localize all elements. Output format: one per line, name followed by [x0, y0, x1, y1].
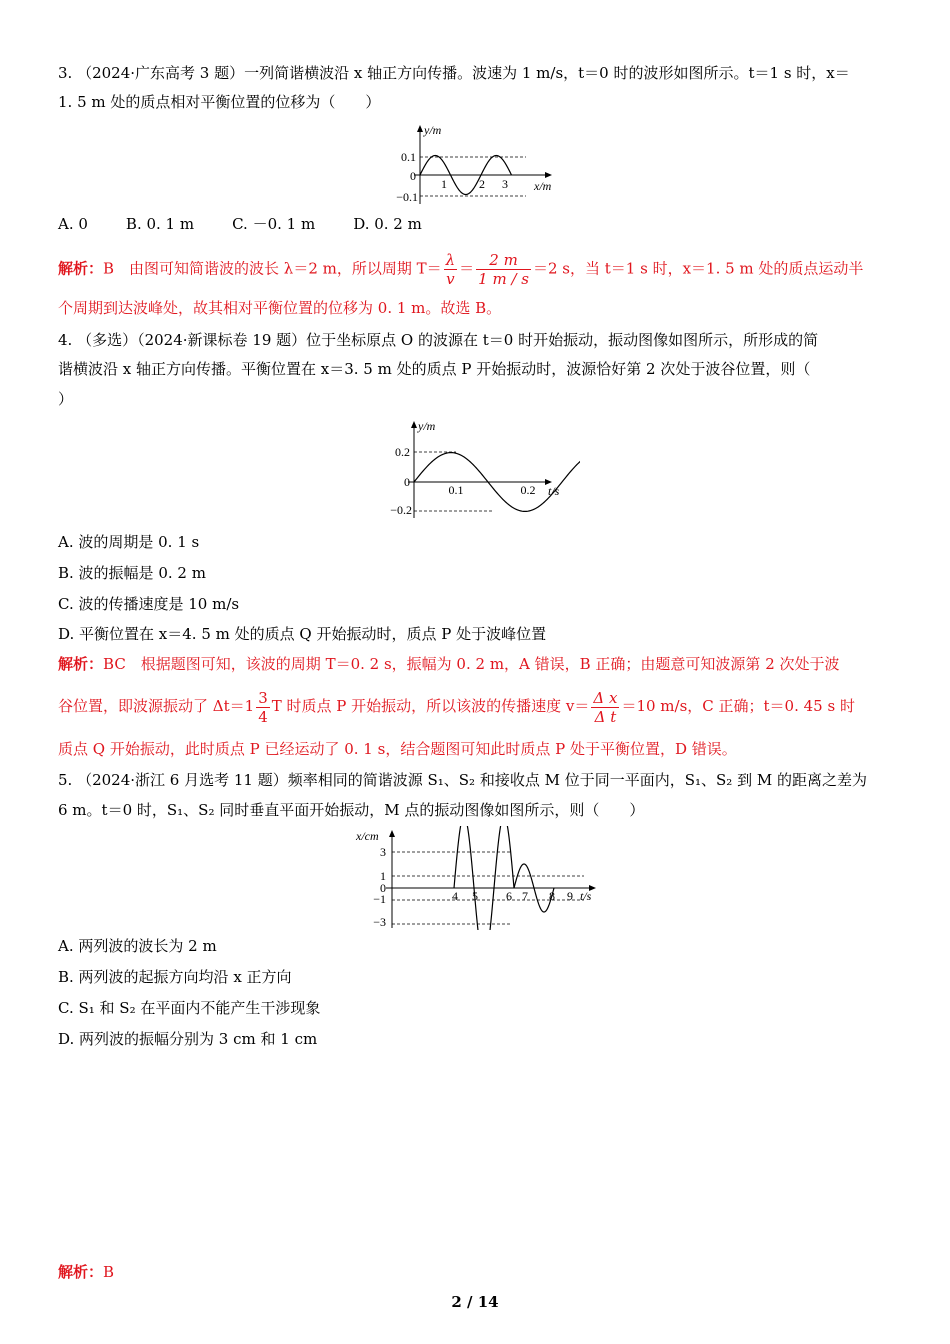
q5-y-arrow — [389, 830, 395, 837]
q5-option-c[interactable]: C. S₁ 和 S₂ 在平面内不能产生干涉现象 — [58, 999, 321, 1017]
q3-x-arrow — [545, 172, 552, 178]
q5-option-b[interactable]: B. 两列波的起振方向均沿 x 正方向 — [58, 968, 292, 986]
q3-ytick-0: 0.1 — [401, 150, 416, 164]
q5-xlabel: t/s — [580, 889, 592, 903]
q4-xtick-0: 0.1 — [448, 483, 464, 497]
q5-xtick-0: 4 — [452, 889, 458, 903]
q5-xtick-3: 7 — [522, 889, 528, 903]
q3-stem-line2: 1. 5 m 处的质点相对平衡位置的位移为（ ） — [58, 93, 381, 111]
q4-xtick-1: 0.2 — [520, 483, 536, 497]
q5-ylabel: x/cm — [356, 829, 379, 843]
q3-analysis-text-a: B 由图可知简谐波的波长 λ＝2 m，所以周期 T＝ — [103, 259, 442, 278]
q3-option-d[interactable]: D. 0. 2 m — [353, 215, 422, 233]
q4-ytick-0: 0.2 — [395, 445, 410, 459]
q4-analysis-text-2c: ＝10 m/s，C 正确；t＝0. 45 s 时 — [621, 697, 855, 715]
q4-option-b[interactable]: B. 波的振幅是 0. 2 m — [58, 564, 206, 582]
q4-option-c[interactable]: C. 波的传播速度是 10 m/s — [58, 595, 240, 613]
q3-option-c[interactable]: C. －0. 1 m — [232, 215, 316, 233]
q5-vibration-figure — [352, 826, 602, 930]
q3-wave-figure — [388, 122, 568, 206]
q4-analysis-label: 解析： — [58, 655, 104, 673]
q5-ytick-0: 3 — [380, 845, 386, 859]
q4-analysis-line3: 质点 Q 开始振动，此时质点 P 已经运动了 0. 1 s，结合题图可知此时质点 P 处于平衡位置，D 错误。 — [58, 740, 737, 758]
q4-stem-line1: 4. （多选）（2024·新课标卷 19 题）位于坐标原点 O 的波源在 t＝0 时开始振动，振动图像如图所示，所形成的简 — [58, 331, 819, 349]
q5-option-a[interactable]: A. 两列波的波长为 2 m — [58, 937, 217, 955]
q4-stem-line3: ） — [58, 390, 74, 408]
q4-ytick-1: 0 — [404, 475, 410, 489]
q5-ytick-2: 0 — [380, 881, 386, 895]
q3-ytick-1: 0 — [410, 169, 416, 183]
q3-option-b[interactable]: B. 0. 1 m — [125, 215, 195, 233]
q3-analysis-line1: 解析：B 由图可知简谐波的波长 λ＝2 m，所以周期 T＝ $\frac{\lambda}{v}$ ＝ $\frac{2 m}{1 m / s}$ ＝2 s，当 t＝1 s 时，x＝1. 5 m 处的质点运动半 — [58, 251, 864, 288]
q4-analysis-line2 — [58, 686, 893, 726]
q3-ytick-2: −0.1 — [396, 190, 418, 204]
q4-ylabel: y/m — [418, 419, 436, 433]
q5-xtick-1: 5 — [472, 889, 478, 903]
q5-stem-line2: 6 m。t＝0 时，S₁、S₂ 同时垂直平面开始振动，M 点的振动图像如图所示，则（ ） — [58, 801, 645, 819]
q4-mixed-fraction: $\frac{3}{4}$ — [258, 688, 268, 726]
q3-option-a[interactable]: A. 0 — [58, 215, 88, 233]
q3-stem-line1: 3. （2024·广东高考 3 题）一列简谐横波沿 x 轴正方向传播。波速为 1 m/s，t＝0 时的波形如图所示。t＝1 s 时，x＝ — [58, 64, 850, 82]
q5-vibration-curve — [454, 826, 554, 930]
q5-ytick-4: −3 — [373, 915, 386, 929]
q3-fraction-2m-1ms: $\frac{2 m}{1 m / s}$ — [478, 251, 529, 288]
q4-analysis-text-2a: 谷位置，即波源振动了 Δt＝1 — [58, 697, 255, 715]
q5-option-d[interactable]: D. 两列波的振幅分别为 3 cm 和 1 cm — [58, 1030, 318, 1048]
q4-vibration-figure — [380, 418, 580, 522]
q4-fraction-dx-dt: $\frac{\text{Δ x}}{\text{Δ t}}$ — [593, 688, 618, 726]
q4-analysis-line1 — [58, 650, 893, 679]
q5-xtick-2: 6 — [506, 889, 512, 903]
q3-analysis-line2: 个周期到达波峰处，故其相对平衡位置的位移为 0. 1 m。故选 B。 — [58, 299, 502, 317]
q4-ytick-2: −0.2 — [390, 503, 412, 517]
q5-analysis-text: B — [103, 1263, 115, 1281]
q3-xtick-0: 1 — [441, 177, 447, 191]
q5-stem-line1: 5. （2024·浙江 6 月选考 11 题）频率相同的简谐波源 S₁、S₂ 和接收点 M 位于同一平面内，S₁、S₂ 到 M 的距离之差为 — [58, 771, 867, 789]
q3-analysis-text-b: ＝2 s，当 t＝1 s 时，x＝1. 5 m 处的质点运动半 — [532, 259, 864, 278]
q3-fraction-lambda-v: $\frac{\lambda}{v}$ — [445, 251, 456, 288]
page-number: 2 / 14 — [451, 1293, 499, 1311]
q4-xlabel: t/s — [548, 484, 560, 498]
q4-option-d[interactable]: D. 平衡位置在 x＝4. 5 m 处的质点 Q 开始振动时，质点 P 处于波峰位置 — [58, 625, 547, 643]
q3-xlabel: x/m — [534, 179, 552, 193]
q3-options — [58, 210, 893, 239]
q4-y-arrow — [411, 421, 417, 428]
q5-ytick-3: −1 — [373, 892, 386, 906]
q5-xtick-5: 9 — [567, 889, 573, 903]
q3-xtick-2: 3 — [502, 177, 508, 191]
q3-y-arrow — [417, 125, 423, 132]
q4-stem-line2: 谐横波沿 x 轴正方向传播。平衡位置在 x＝3. 5 m 处的质点 P 开始振动时，波源恰好第 2 次处于波谷位置，则（ — [58, 360, 811, 378]
q5-ytick-1: 1 — [380, 869, 386, 883]
q5-xtick-4: 8 — [549, 889, 555, 903]
q3-analysis-label: 解析： — [58, 259, 104, 278]
q4-option-a[interactable]: A. 波的周期是 0. 1 s — [58, 533, 200, 551]
q3-xtick-1: 2 — [479, 177, 485, 191]
q4-analysis-text-2b: T 时质点 P 开始振动，所以该波的传播速度 v＝ — [271, 697, 590, 715]
q4-analysis-text-1: BC 根据题图可知，该波的周期 T＝0. 2 s，振幅为 0. 2 m，A 错误，B 正确；由题意可知波源第 2 次处于波 — [103, 655, 840, 673]
q5-analysis — [58, 1258, 893, 1287]
q5-analysis-label: 解析： — [58, 1263, 104, 1281]
q3-ylabel: y/m — [424, 123, 442, 137]
